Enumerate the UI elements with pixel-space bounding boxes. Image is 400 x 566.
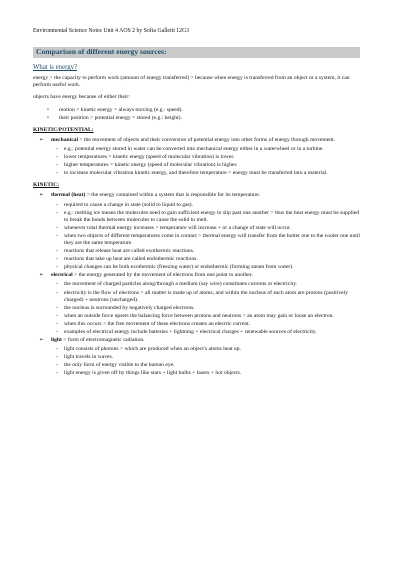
what-is-energy-heading: What is energy? <box>33 64 78 72</box>
arrow-bullet-icon: ➢ <box>39 192 44 199</box>
mechanical-sub-list <box>33 146 360 177</box>
mechanical-item <box>33 137 360 144</box>
list-item: - light energy is given off by things like stars + light bulbs + lasers + hot objects. <box>33 370 360 377</box>
list-item: - when this occurs > the free movement of these electrons creates an electric current. <box>33 321 360 328</box>
list-item: - light travels in waves. <box>33 354 360 361</box>
list-item: - e.g.: potential energy stored in water can be converted into mechanical energy either in a waterwheel or in a turbine. <box>33 146 360 153</box>
page-title: Comparison of different energy sources: <box>36 47 167 57</box>
thermal-item <box>33 192 360 199</box>
arrow-bullet-icon: ➢ <box>39 337 44 344</box>
kinetic-heading: KINETIC: <box>33 182 60 189</box>
list-item: - light consists of photons > which are produced when an object's atoms heat up. <box>33 346 360 353</box>
list-item: • their position > potential energy = stored (e.g.: height). <box>33 115 360 122</box>
thermal-sub-list <box>33 202 360 272</box>
term-label: mechanical <box>51 136 79 143</box>
term-description: > the movement of objects and their conversion of potential energy into other forms of energy through movement. <box>78 136 335 143</box>
term-label: thermal (heat) <box>51 192 86 199</box>
term-label: light <box>51 337 62 344</box>
list-item: • motion > kinetic energy = always moving (e.g.: speed). <box>33 107 360 114</box>
list-item: - physical changes can be both exothermic (freezing water) or endothermic (forming steam from water). <box>33 264 360 271</box>
list-item: - electricity is the flow of electrons > all matter is made up of atoms, and within the nucleus of each atom are protons (positively charged) + neutrons (uncharged). <box>33 290 360 304</box>
list-item: - whenever total thermal energy increases > temperature will increase + or a change of state will occur. <box>33 225 360 232</box>
list-item: - e.g.: melting ice means the molecules need to gain sufficient energy to slip past one another > thus the heat energy must be supplied to break the bonds between molecules to cause the solid to melt. <box>33 210 360 224</box>
list-item: - when two objects of different temperatures come in contact > thermal energy will transfer from the hotter one to the cooler one until they are the same temperature. <box>33 233 360 247</box>
list-item: - the movement of charged particles along/through a medium (say wire) constitutes currents or electricity. <box>33 281 360 288</box>
light-item <box>33 337 360 344</box>
list-item: - the nucleus is surrounded by negatively charged electrons. <box>33 305 360 312</box>
light-sub-list <box>33 346 360 377</box>
list-item: - to increase molecular vibration kinetic energy, and therefore temperature > energy must be transferred into a material. <box>33 170 360 177</box>
title-bar <box>33 47 360 58</box>
list-item: - reactions that take up heat are called endothermic reactions. <box>33 256 360 263</box>
list-item: - examples of electrical energy include batteries + lightning + electrical charges + renewable sources of electricity. <box>33 329 360 336</box>
document-header: Environmental Science Notes Unit 4 AOS 2 by Sofia Galletti 12G3 <box>33 28 190 34</box>
arrow-bullet-icon: ➢ <box>39 136 44 143</box>
energy-definition: energy > the capacity to perform work (amount of energy transferred) > because when energy is transferred from an object or a system, it can perform useful work. <box>33 75 350 89</box>
term-description: > form of electromagnetic radiation. <box>61 337 145 344</box>
term-label: electrical <box>51 272 73 279</box>
list-item: - the only form of energy visible to the human eye. <box>33 362 360 369</box>
energy-intro: objects have energy because of either their: <box>33 94 130 101</box>
arrow-bullet-icon: ➢ <box>39 272 44 279</box>
kinetic-potential-heading: KINETIC/POTENTIAL: <box>33 126 94 133</box>
term-description: > the energy generated by the movement of electrons from one point to another. <box>72 272 253 279</box>
term-description: > the energy contained within a system that is responsible for its temperature. <box>85 192 261 199</box>
list-item: - lower temperatures = kinetic energy (speed of molecular vibration) is lower. <box>33 154 360 161</box>
electrical-item <box>33 272 360 279</box>
electrical-sub-list <box>33 281 360 336</box>
energy-bullet-list <box>33 107 360 122</box>
list-item: - required to cause a change in state (solid to liquid to gas). <box>33 202 360 209</box>
list-item: - reactions that release heat are called exothermic reactions. <box>33 248 360 255</box>
list-item: - higher temperatures = kinetic energy (speed of molecular vibration) is higher. <box>33 162 360 169</box>
list-item: - when an outside force upsets the balancing force between protons and neutrons > an atom may gain or loose an electron. <box>33 313 360 320</box>
